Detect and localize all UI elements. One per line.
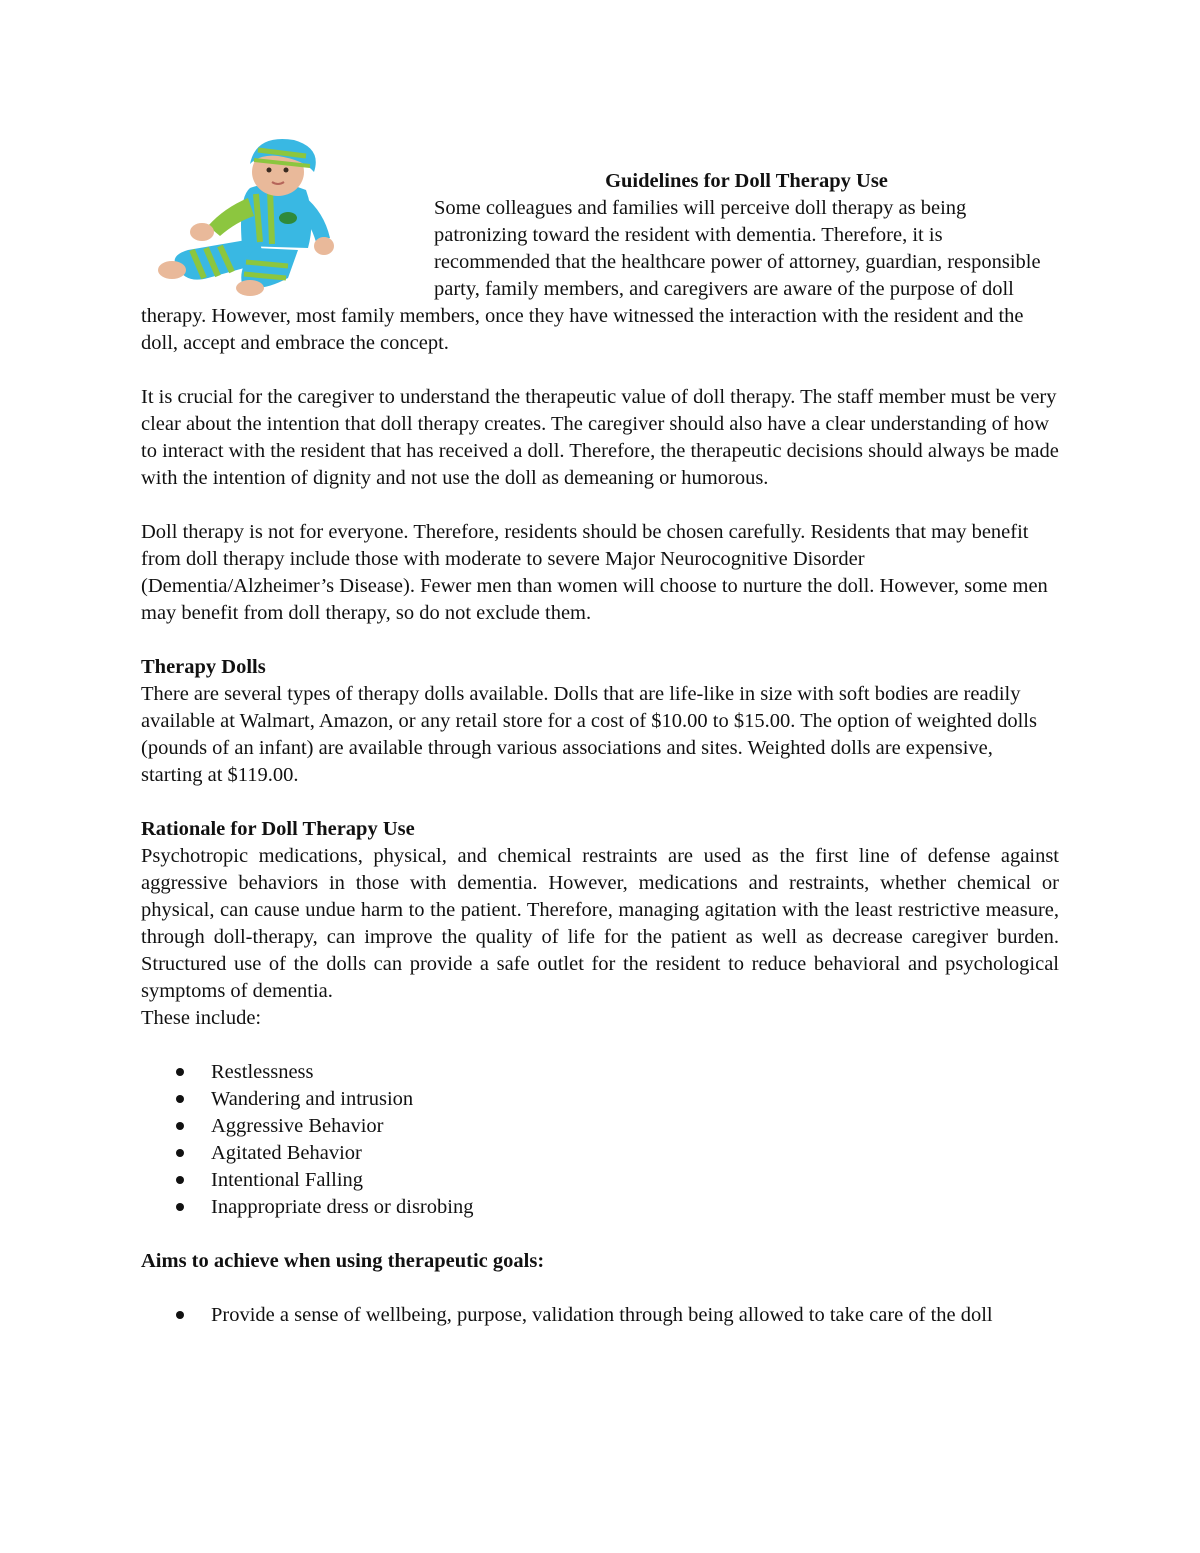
list-item: Provide a sense of wellbeing, purpose, validation through being allowed to take care of the doll bbox=[141, 1302, 1059, 1329]
bullet-icon bbox=[176, 1311, 184, 1319]
document-content bbox=[141, 168, 1059, 1329]
list-item: Aggressive Behavior bbox=[141, 1113, 1059, 1140]
paragraph-caregiver-understanding: It is crucial for the caregiver to understand the therapeutic value of doll therapy. The staff member must be very clear about the intention that doll therapy creates. The caregiver should also have a clear understanding of how to interact with the resident that has received a doll. Therefore, the therapeutic decisions should always be made with the intention of dignity and not use the doll as demeaning or humorous. bbox=[141, 386, 1059, 489]
baby-doll-image bbox=[138, 138, 428, 278]
heading-therapy-dolls: Therapy Dolls bbox=[141, 656, 266, 678]
bullet-icon bbox=[176, 1149, 184, 1157]
list-item: Intentional Falling bbox=[141, 1167, 1059, 1194]
rationale-lead-in: These include: bbox=[141, 1007, 262, 1029]
bullet-icon bbox=[176, 1122, 184, 1130]
paragraph-therapy-dolls: There are several types of therapy dolls available. Dolls that are life-like in size with soft bodies are readily available at Walmart, Amazon, or any retail store for a cost of $10.00 to $15.00. The option of weighted dolls (pounds of an infant) are available through various associations and sites. Weighted dolls are expensive, starting at $119.00. bbox=[141, 683, 1037, 786]
list-item: Agitated Behavior bbox=[141, 1140, 1059, 1167]
paragraph-resident-selection: Doll therapy is not for everyone. Therefore, residents should be chosen carefully. Residents that may benefit from doll therapy include those with moderate to severe Major Neurocognitive Disorder (Dementia/Alzheimer’s Disease). Fewer men than women will choose to nurture the doll. However, some men may benefit from doll therapy, so do not exclude them. bbox=[141, 521, 1048, 624]
list-item: Inappropriate dress or disrobing bbox=[141, 1194, 1059, 1221]
bullet-icon bbox=[176, 1176, 184, 1184]
aims-list bbox=[141, 1302, 1059, 1329]
list-item: Restlessness bbox=[141, 1059, 1059, 1086]
intro-paragraph: Some colleagues and families will perceive doll therapy as being patronizing toward the resident with dementia. Therefore, it is recommended that the healthcare power of attorney, guardian, responsible party, family members, and caregivers are aware of the purpose of doll therapy. However, most family members, once they have witnessed the interaction with the resident and the doll, accept and embrace the concept. bbox=[141, 197, 1041, 354]
bullet-icon bbox=[176, 1095, 184, 1103]
bullet-icon bbox=[176, 1203, 184, 1211]
bullet-icon bbox=[176, 1068, 184, 1076]
symptoms-list bbox=[141, 1059, 1059, 1221]
document-title: Guidelines for Doll Therapy Use bbox=[605, 170, 888, 192]
paragraph-rationale: Psychotropic medications, physical, and chemical restraints are used as the first line of defense against aggressive behaviors in those with dementia. However, medications and restraints, whether chemical or physical, can cause undue harm to the patient. Therefore, managing agitation with the least restrictive measure, through doll-therapy, can improve the quality of life for the patient as well as decrease caregiver burden. Structured use of the dolls can provide a safe outlet for the resident to reduce behavioral and psychological symptoms of dementia. bbox=[141, 845, 1059, 1002]
heading-aims: Aims to achieve when using therapeutic goals: bbox=[141, 1250, 545, 1272]
list-item: Wandering and intrusion bbox=[141, 1086, 1059, 1113]
heading-rationale: Rationale for Doll Therapy Use bbox=[141, 818, 415, 840]
